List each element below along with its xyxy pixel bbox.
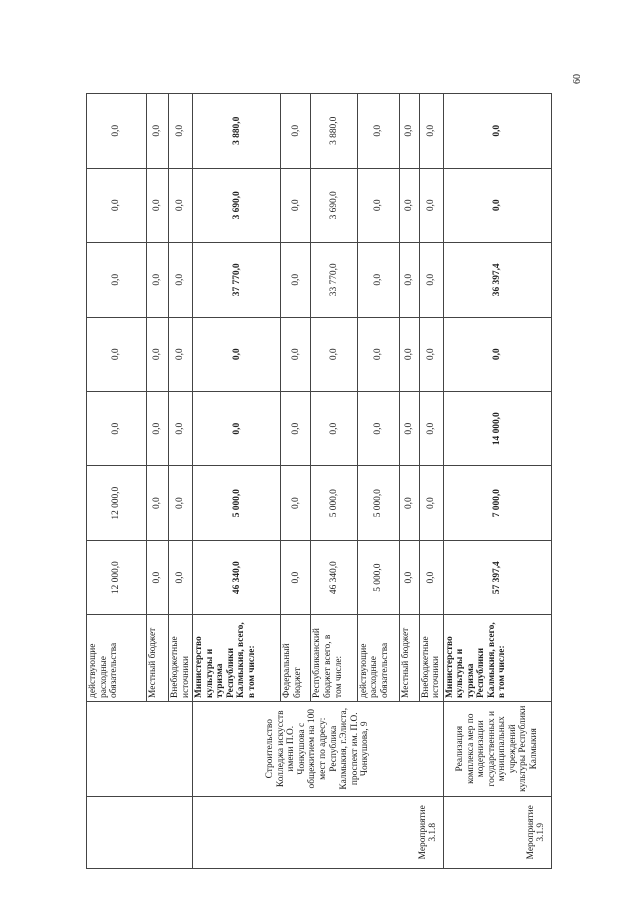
value-cell: 0,0 <box>419 466 443 540</box>
value-cell: 12 000,0 <box>87 466 147 540</box>
value-cell: 5 000,0 <box>357 540 399 614</box>
value-cell: 0,0 <box>169 94 193 169</box>
value-cell: 0,0 <box>147 540 169 614</box>
value-cell: 0,0 <box>357 317 399 391</box>
value-cell: 0,0 <box>169 168 193 242</box>
budget-table <box>86 93 552 869</box>
value-cell: 0,0 <box>87 243 147 317</box>
value-cell: 0,0 <box>281 243 311 317</box>
project-cell-prev <box>87 701 193 796</box>
table-row <box>443 94 551 869</box>
value-cell: 0,0 <box>399 94 419 169</box>
value-cell: 0,0 <box>281 94 311 169</box>
value-cell: 0,0 <box>281 540 311 614</box>
source-label: Министерство культуры и туризма Республики Калмыкия, всего, в том числе: <box>193 615 281 702</box>
project-description: Строительство Колледжа искусств имени П.О. Чонкушова с общежитием на 100 мест по адресу: Республика Калмыкия, г.Элиста, проспект им. П.О. Чонкушова, 9 <box>193 701 443 796</box>
source-label: Внебюджетные источники <box>169 615 193 702</box>
value-cell: 0,0 <box>281 317 311 391</box>
value-cell: 46 340,0 <box>193 540 281 614</box>
value-cell: 5 000,0 <box>193 466 281 540</box>
value-cell: 0,0 <box>443 317 551 391</box>
value-cell: 0,0 <box>357 243 399 317</box>
value-cell: 3 880,0 <box>311 94 357 169</box>
source-label: Федеральный бюджет <box>281 615 311 702</box>
value-cell: 0,0 <box>357 94 399 169</box>
value-cell: 0,0 <box>147 317 169 391</box>
measure-label: Мероприятие 3.1.9 <box>443 796 551 868</box>
value-cell: 33 770,0 <box>311 243 357 317</box>
value-cell: 0,0 <box>357 391 399 465</box>
value-cell: 14 000,0 <box>443 391 551 465</box>
value-cell: 0,0 <box>419 243 443 317</box>
source-label: действующие расходные обязательства <box>87 615 147 702</box>
value-cell: 0,0 <box>399 391 419 465</box>
value-cell: 12 000,0 <box>87 540 147 614</box>
value-cell: 5 000,0 <box>357 466 399 540</box>
value-cell: 3 880,0 <box>193 94 281 169</box>
value-cell: 0,0 <box>311 317 357 391</box>
value-cell: 3 690,0 <box>193 168 281 242</box>
value-cell: 5 000,0 <box>311 466 357 540</box>
value-cell: 0,0 <box>443 94 551 169</box>
project-description: Реализация комплекса мер по модернизации государственных и муниципальных учреждений культуры Республики Калмыкия <box>443 701 551 796</box>
value-cell: 0,0 <box>147 243 169 317</box>
value-cell: 0,0 <box>147 466 169 540</box>
source-label: Местный бюджет <box>147 615 169 702</box>
value-cell: 36 397,4 <box>443 243 551 317</box>
value-cell: 0,0 <box>169 466 193 540</box>
value-cell: 0,0 <box>419 94 443 169</box>
value-cell: 0,0 <box>193 317 281 391</box>
value-cell: 0,0 <box>419 168 443 242</box>
value-cell: 0,0 <box>281 168 311 242</box>
value-cell: 0,0 <box>193 391 281 465</box>
value-cell: 7 000,0 <box>443 466 551 540</box>
value-cell: 0,0 <box>169 391 193 465</box>
table-row <box>193 94 281 869</box>
value-cell: 0,0 <box>419 317 443 391</box>
value-cell: 0,0 <box>419 391 443 465</box>
value-cell: 0,0 <box>281 391 311 465</box>
value-cell: 0,0 <box>443 168 551 242</box>
value-cell: 0,0 <box>399 317 419 391</box>
value-cell: 0,0 <box>399 243 419 317</box>
value-cell: 0,0 <box>87 168 147 242</box>
value-cell: 0,0 <box>311 391 357 465</box>
value-cell: 0,0 <box>399 540 419 614</box>
value-cell: 0,0 <box>169 540 193 614</box>
source-label: Республиканский бюджет всего, в том числе: <box>311 615 357 702</box>
value-cell: 46 340,0 <box>311 540 357 614</box>
source-label: Министерство культуры и туризма Республики Калмыкия, всего, в том числе: <box>443 615 551 702</box>
value-cell: 0,0 <box>281 466 311 540</box>
page-number: 60 <box>572 74 583 84</box>
measure-cell-prev <box>87 796 193 868</box>
value-cell: 0,0 <box>419 540 443 614</box>
budget-table-container <box>86 93 552 869</box>
value-cell: 0,0 <box>87 391 147 465</box>
value-cell: 0,0 <box>357 168 399 242</box>
value-cell: 0,0 <box>399 466 419 540</box>
value-cell: 0,0 <box>147 391 169 465</box>
value-cell: 57 397,4 <box>443 540 551 614</box>
value-cell: 0,0 <box>87 94 147 169</box>
value-cell: 0,0 <box>147 94 169 169</box>
value-cell: 0,0 <box>399 168 419 242</box>
value-cell: 0,0 <box>147 168 169 242</box>
value-cell: 3 690,0 <box>311 168 357 242</box>
measure-label: Мероприятие 3.1.8 <box>193 796 443 868</box>
source-label: действующие расходные обязательства <box>357 615 399 702</box>
source-label: Местный бюджет <box>399 615 419 702</box>
value-cell: 0,0 <box>169 243 193 317</box>
value-cell: 0,0 <box>169 317 193 391</box>
table-row <box>87 94 147 869</box>
value-cell: 37 770,0 <box>193 243 281 317</box>
source-label: Внебюджетные источники <box>419 615 443 702</box>
value-cell: 0,0 <box>87 317 147 391</box>
